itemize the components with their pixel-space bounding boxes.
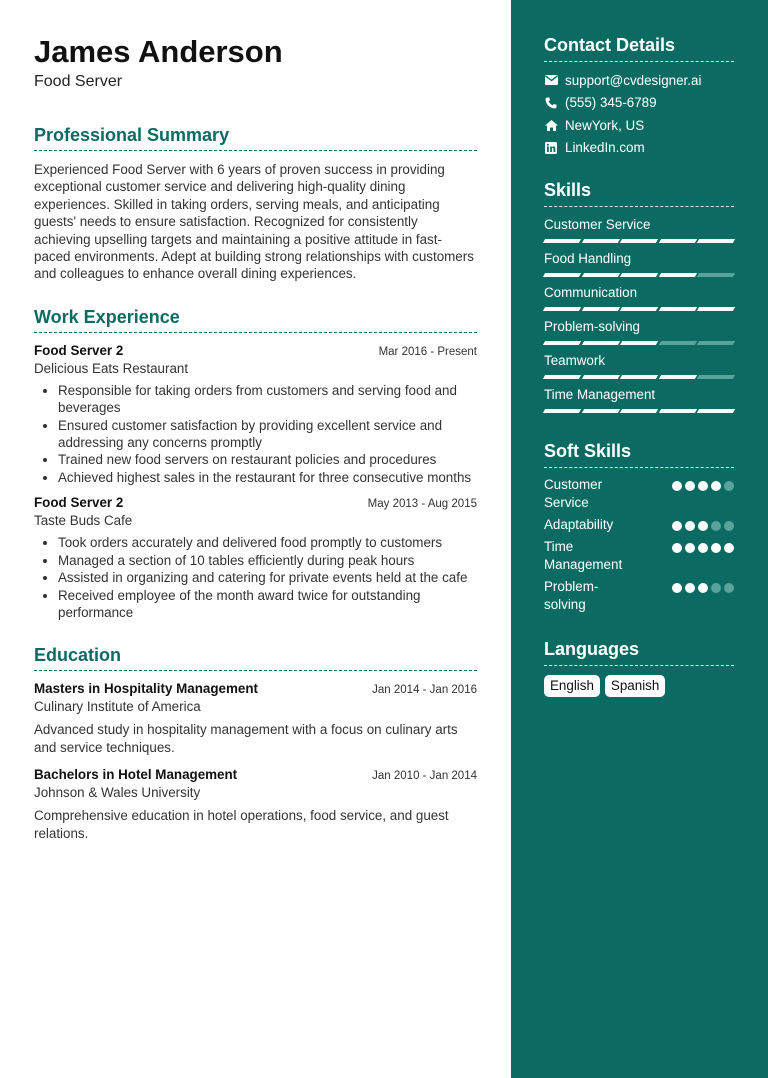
soft-skill-rating [672, 481, 734, 491]
school-name: Johnson & Wales University [34, 785, 201, 801]
skills-heading: Skills [544, 179, 734, 207]
skill-segment-filled [620, 307, 658, 311]
skill-segment-filled [620, 375, 658, 379]
skill-segment-filled [697, 307, 735, 311]
skill-segment-empty [697, 273, 735, 277]
education-entry [34, 766, 477, 842]
rating-dot-filled [672, 583, 682, 593]
skill-segment-filled [581, 273, 619, 277]
rating-dot-filled [685, 583, 695, 593]
skill-segment-filled [659, 375, 697, 379]
soft-skills-heading: Soft Skills [544, 440, 734, 468]
job-bullet: • Ensured customer satisfaction by providing excellent service and addressing any concerns promptly [58, 417, 477, 452]
rating-dot-filled [698, 543, 708, 553]
rating-dot-empty [711, 521, 721, 531]
skill-segment-filled [581, 239, 619, 243]
skill-segment-filled [659, 409, 697, 413]
skill-segment-filled [697, 239, 735, 243]
job-bullets [34, 382, 477, 486]
skill-item [544, 353, 734, 379]
contact-email[interactable] [544, 69, 734, 92]
skill-level-bar [544, 273, 734, 277]
skill-segment-filled [581, 409, 619, 413]
skill-segment-filled [543, 341, 581, 345]
language-badge: English [544, 675, 600, 697]
job-bullet: • Assisted in organizing and catering for private events held at the cafe [58, 569, 477, 586]
skill-segment-filled [543, 375, 581, 379]
skill-segment-filled [620, 341, 658, 345]
summary-heading: Professional Summary [34, 124, 477, 151]
skill-segment-filled [659, 307, 697, 311]
languages-heading: Languages [544, 638, 734, 666]
skill-segment-empty [659, 341, 697, 345]
contact-phone-text: (555) 345-6789 [565, 95, 657, 111]
education-description: Comprehensive education in hotel operations, food service, and guest relations. [34, 808, 449, 841]
degree-title: Bachelors in Hotel Management [34, 767, 238, 783]
phone-icon [544, 96, 558, 110]
contact-section [544, 34, 734, 159]
skill-name: Communication [544, 285, 638, 300]
soft-skill-name: Time Management [544, 539, 623, 572]
skill-item [544, 387, 734, 413]
skill-segment-empty [697, 341, 735, 345]
soft-skill-rating [672, 543, 734, 553]
rating-dot-filled [724, 543, 734, 553]
skill-item [544, 285, 734, 311]
school-name: Culinary Institute of America [34, 699, 201, 715]
rating-dot-filled [672, 521, 682, 531]
skill-segment-filled [659, 273, 697, 277]
work-section [34, 306, 477, 621]
work-heading: Work Experience [34, 306, 477, 333]
summary-text: Experienced Food Server with 6 years of proven success in providing exceptional customer service and delivering high-quality dining experiences. Skilled in taking orders, serving meals, and anticipating guests' needs to ensure satisfaction. Recognized for consistently achieving upselling targets and maintaining a positive attitude in fast-paced environments. Adept at building strong relationships with customers and colleagues to enhance overall dining experiences. [34, 162, 474, 282]
soft-skill-name: Adaptability [544, 517, 614, 532]
skill-level-bar [544, 239, 734, 243]
skill-item [544, 251, 734, 277]
sidebar [511, 0, 768, 1078]
skill-name: Food Handling [544, 251, 632, 266]
job-bullet: • Took orders accurately and delivered food promptly to customers [58, 534, 477, 551]
rating-dot-filled [685, 543, 695, 553]
education-date: Jan 2010 - Jan 2014 [372, 770, 477, 783]
rating-dot-empty [724, 481, 734, 491]
skill-segment-filled [620, 409, 658, 413]
skill-level-bar [544, 409, 734, 413]
soft-skill-rating [672, 521, 734, 531]
contact-heading: Contact Details [544, 34, 734, 62]
languages-section [544, 638, 734, 697]
soft-skills-section [544, 440, 734, 614]
skill-segment-empty [697, 375, 735, 379]
skill-segment-filled [697, 409, 735, 413]
job-bullet: • Trained new food servers on restaurant policies and procedures [58, 451, 477, 468]
skill-name: Problem-solving [544, 319, 641, 334]
rating-dot-filled [698, 521, 708, 531]
soft-skill-item [544, 516, 734, 534]
rating-dot-empty [724, 521, 734, 531]
skills-list [544, 217, 734, 413]
job-title: Food Server 2 [34, 342, 124, 358]
job-entry [34, 494, 477, 621]
job-entry [34, 342, 477, 486]
rating-dot-filled [698, 583, 708, 593]
job-title: Food Server 2 [34, 495, 124, 511]
soft-skill-item [544, 538, 734, 574]
job-date: Mar 2016 - Present [378, 345, 477, 358]
rating-dot-filled [685, 481, 695, 491]
home-icon [544, 118, 558, 132]
skill-segment-filled [543, 273, 581, 277]
contact-linkedin[interactable] [544, 137, 734, 160]
soft-skill-name: Customer Service [544, 477, 603, 510]
candidate-title: Food Server [34, 73, 123, 90]
job-bullet: • Achieved highest sales in the restaurant for three consecutive months [58, 469, 477, 486]
skill-segment-filled [581, 375, 619, 379]
education-section [34, 644, 477, 842]
language-badge: Spanish [605, 675, 665, 697]
soft-skill-rating [672, 583, 734, 593]
soft-skill-name: Problem-solving [544, 579, 599, 612]
linkedin-icon [544, 141, 558, 155]
skill-segment-filled [581, 341, 619, 345]
skill-name: Time Management [544, 387, 656, 402]
rating-dot-empty [724, 583, 734, 593]
skill-segment-filled [543, 409, 581, 413]
skill-item [544, 217, 734, 243]
rating-dot-filled [711, 481, 721, 491]
contact-email-text: support@cvdesigner.ai [565, 72, 702, 88]
job-bullet: • Responsible for taking orders from customers and serving food and beverages [58, 382, 477, 417]
envelope-icon [544, 73, 558, 87]
rating-dot-filled [672, 481, 682, 491]
contact-location [544, 114, 734, 137]
job-company: Delicious Eats Restaurant [34, 360, 189, 376]
skill-segment-filled [620, 273, 658, 277]
job-date: May 2013 - Aug 2015 [367, 498, 477, 511]
education-entry [34, 680, 477, 756]
job-company: Taste Buds Cafe [34, 513, 133, 529]
rating-dot-filled [672, 543, 682, 553]
rating-dot-empty [711, 583, 721, 593]
rating-dot-filled [711, 543, 721, 553]
skill-level-bar [544, 341, 734, 345]
job-bullets [34, 534, 477, 621]
skill-segment-filled [659, 239, 697, 243]
contact-location-text: NewYork, US [565, 117, 645, 133]
rating-dot-filled [698, 481, 708, 491]
rating-dot-filled [685, 521, 695, 531]
soft-skill-item [544, 476, 734, 512]
contact-phone[interactable] [544, 92, 734, 115]
skill-level-bar [544, 307, 734, 311]
skill-item [544, 319, 734, 345]
skill-name: Customer Service [544, 217, 651, 232]
skill-segment-filled [543, 307, 581, 311]
education-description: Advanced study in hospitality management with a focus on culinary arts and service techniques. [34, 722, 458, 755]
education-heading: Education [34, 644, 477, 671]
soft-skill-item [544, 578, 734, 614]
education-date: Jan 2014 - Jan 2016 [372, 684, 477, 697]
skill-segment-filled [543, 239, 581, 243]
skills-section [544, 179, 734, 413]
summary-section [34, 124, 477, 283]
candidate-name: James Anderson [34, 34, 283, 69]
skill-name: Teamwork [544, 353, 606, 368]
contact-linkedin-text: LinkedIn.com [565, 140, 645, 156]
skill-segment-filled [581, 307, 619, 311]
job-bullet: • Received employee of the month award twice for outstanding performance [58, 587, 477, 622]
skill-segment-filled [620, 239, 658, 243]
job-bullet: • Managed a section of 10 tables efficiently during peak hours [58, 552, 477, 569]
skill-level-bar [544, 375, 734, 379]
degree-title: Masters in Hospitality Management [34, 681, 258, 697]
